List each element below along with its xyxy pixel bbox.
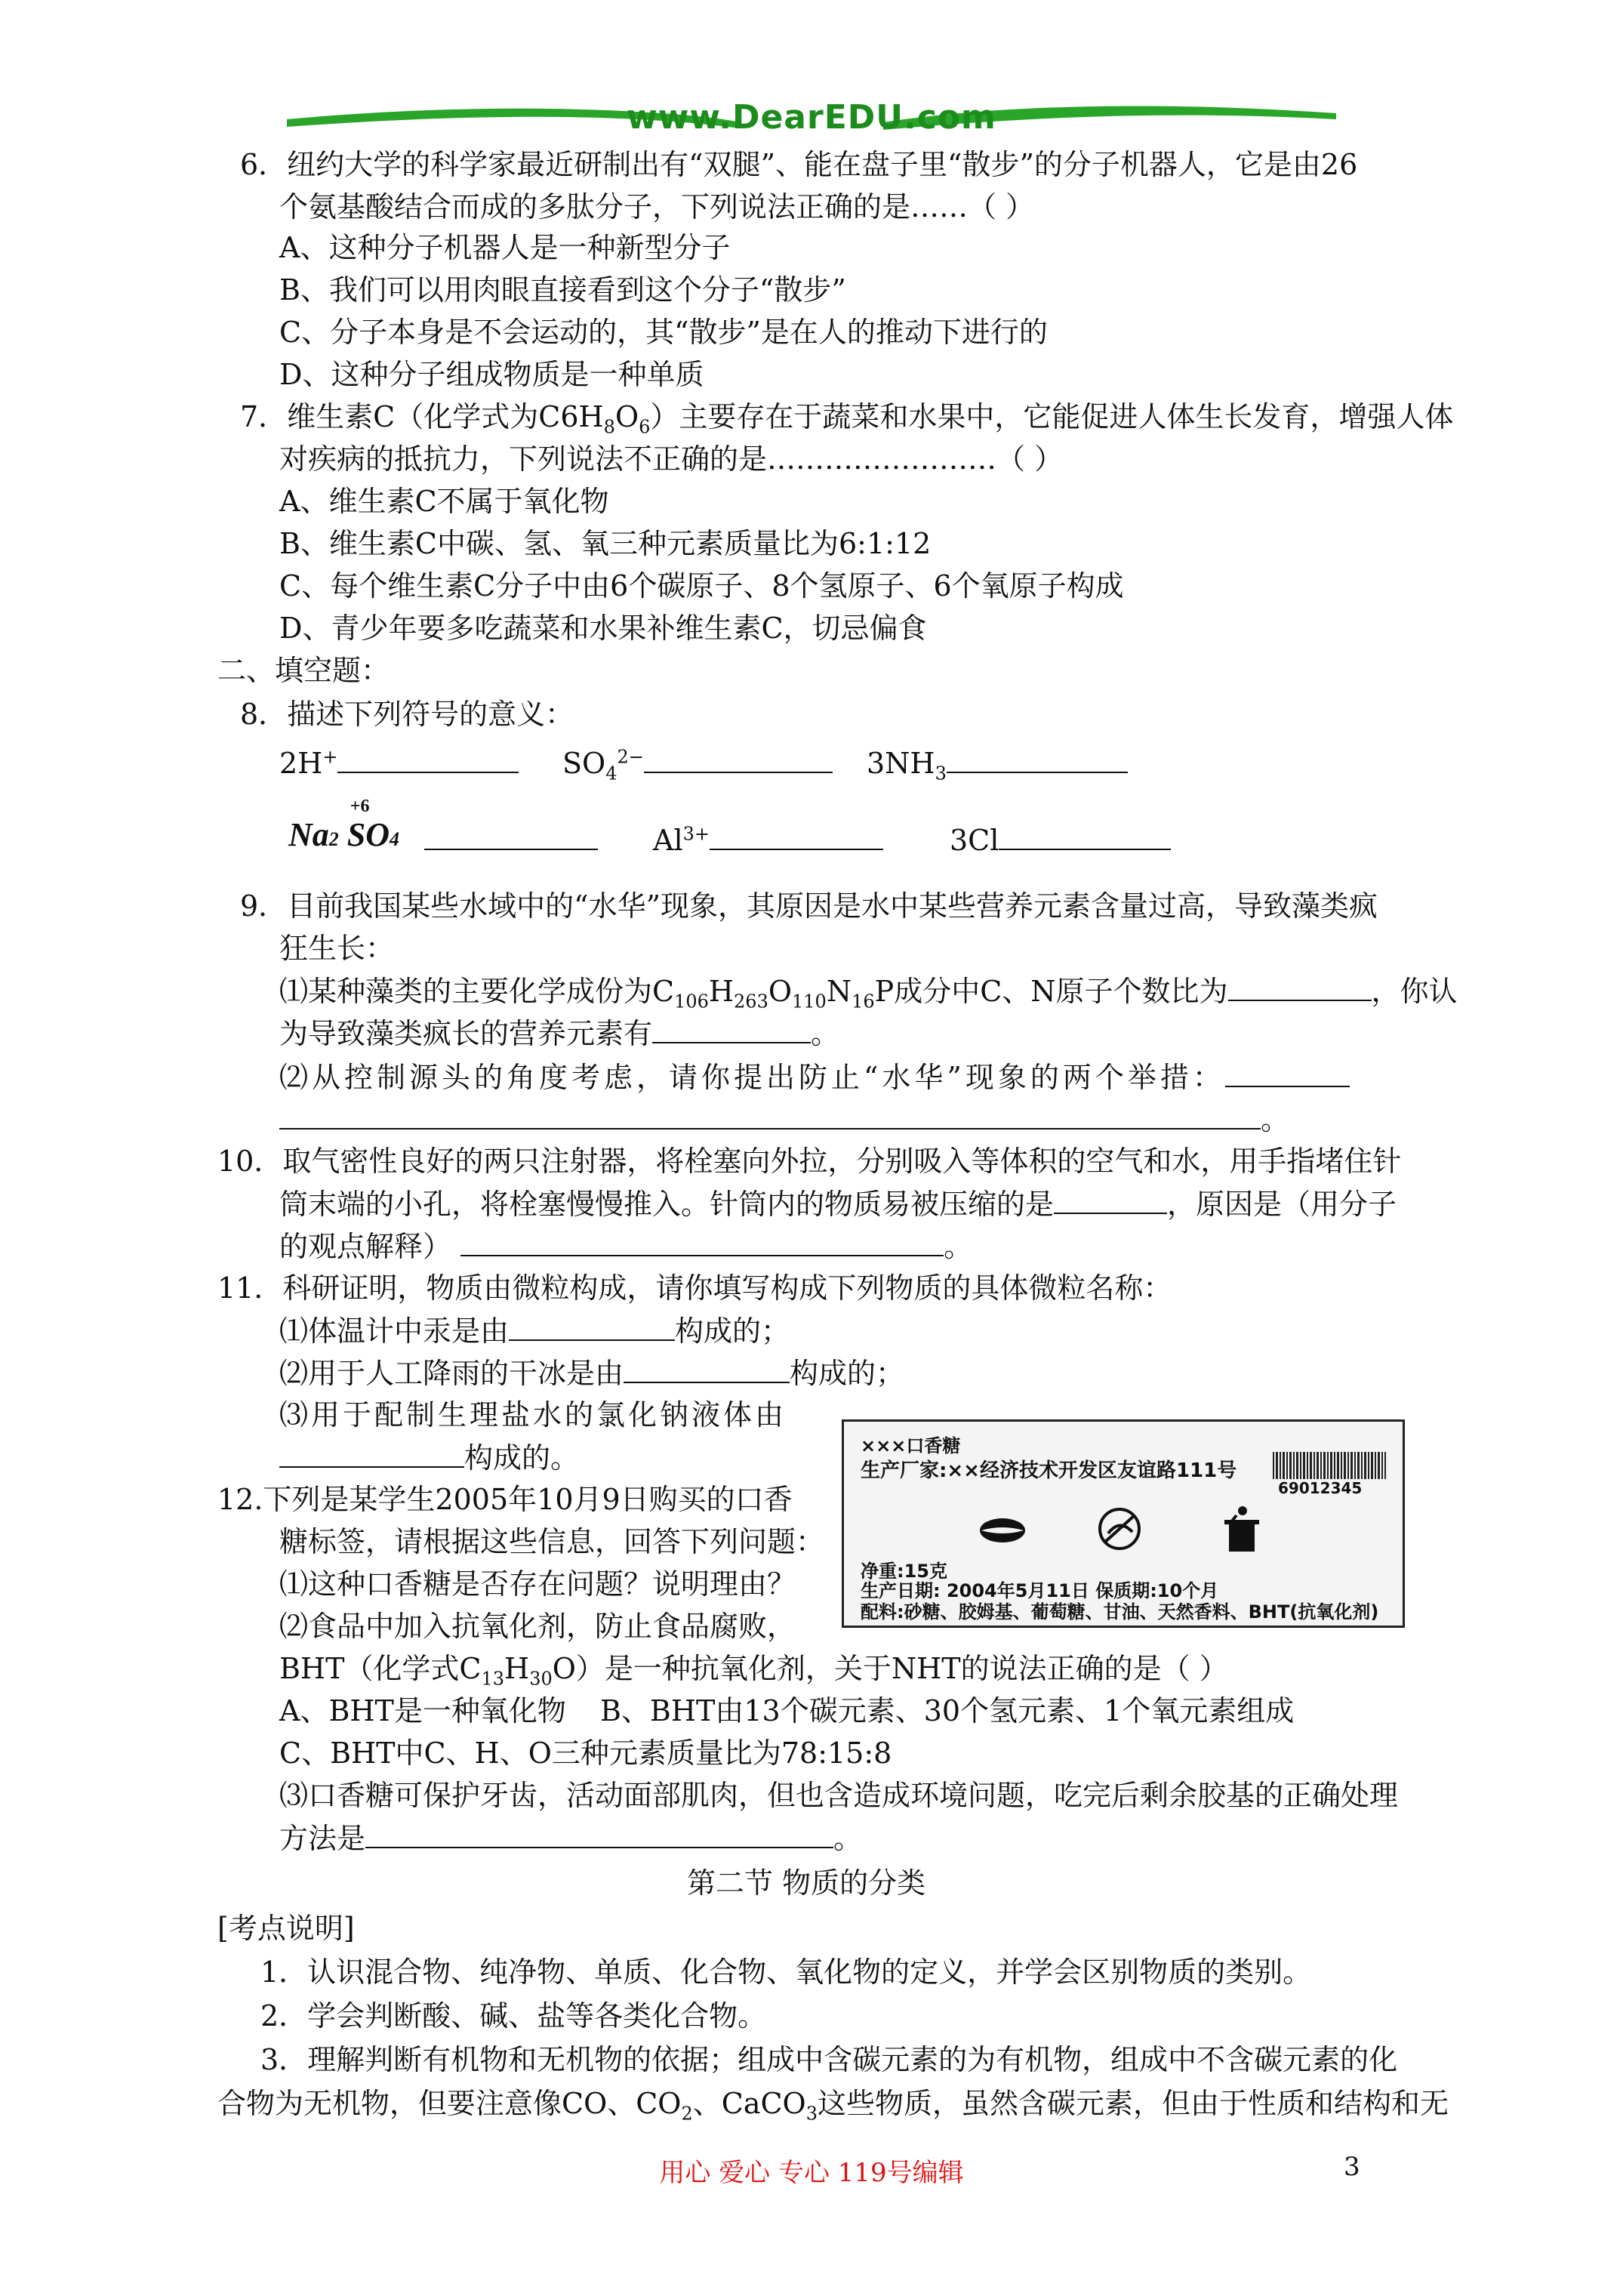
page-number: 3 [1344,2152,1360,2182]
header-site-name: www.DearEDU.com [627,98,996,137]
trash-bin-icon [1224,1506,1259,1552]
footer-text: 用心 爱心 专心 119号编辑 [659,2158,964,2188]
q8-na2so4-formula: Na2 S +6 O4 [288,797,400,853]
label-net-weight: 净重:15克 [861,1561,947,1582]
label-production-date: 生产日期: 2004年5月11日 保质期:10个月 [861,1580,1219,1601]
lips-icon [980,1518,1025,1542]
gum-label-image [842,1419,1405,1628]
no-chewing-icon [1100,1509,1139,1549]
label-barcode-number: 69012345 [1278,1479,1363,1497]
barcode-icon [1273,1452,1386,1479]
label-symbols [965,1503,1297,1556]
label-ingredients: 配料:砂糖、胶姆基、葡萄糖、甘油、天然香料、BHT(抗氧化剂) [861,1601,1379,1623]
label-product-name: ×××口香糖 [861,1435,961,1456]
label-manufacturer: 生产厂家:××经济技术开发区友谊路111号 [861,1459,1237,1482]
document-page: www.DearEDU.com 6．纽约大学的科学家最近研制出有“双腿”、能在盘子里“散步”的分子机器人，它是由26 个氨基酸结合而成的多肽分子，下列说法正确的是……（ ） A、这种分子机器人是一种新型分子 B、我们可以用肉眼直接看到这个分子“散步” C、分子本身是不会运动的，其“散步”是在人的推动下进行的 D、这种分子组成物质是一种单质 7．维生素C（化学式为$C6H_8O_6$）主要存在于蔬菜和水果中，它能促进人体生长发育，增强人体 对疾病的抵抗力，下列说法不正确的是……………………（ ） A、维生素C不属于氧化物 B、维生素C中碳、氢、氧三种元素质量比为6:1:12 C、每个维生素C分子中由6个碳原子、8个氢原子、6个氧原子构成 D、青少年要多吃蔬菜和水果补维生素C，切忌偏食 二、填空题： 8．描述下列符号的意义： 2H+ $SO_4^{2-}$ $3NH_3$ Na2 S +6 O4 $Al^{3+}$ 3Cl 9．目前我国某些水域中的“水华”现象，其原因是水中某些营养元素含量过高，导致藻类疯 狂生长： ⑴某种藻类的主要化学成份为$C_{106}H_{263}O_{110}N_{16}P$成分中C、N原子个数比为 ，你认 为导致藻类疯长的营养元素有 。 ⑵从控制源头的角度考虑，请你提出防止“水华”现象的两个举措： 。 10．取气密性良好的两只注射器，将栓塞向外拉，分别吸入等体积的空气和水，用手指堵住针 筒末端的小孔，将栓塞慢慢推入。针筒内的物质易被压缩的是 ，原因是（用分子 的观点解释） 。 11．科研证明，物质由微粒构成，请你填写构成下列物质的具体微粒名称： ⑴体温计中汞是由 构成的； ⑵用于人工降雨的干冰是由 构成的； ⑶用于配制生理盐水的氯化钠液体由 构成的。 12.下列是某学生2005年10月9日购买的口香 糖标签，请根据这些信息，回答下列问题： ⑴这种口香糖是否存在问题？说明理由？ ⑵食品中加入抗氧化剂，防止食品腐败， BHT（化学式$C_{13}H_{30}O$）是一种抗氧化剂，关于NHT的说法正确的是（ ） A、BHT是一种氧化物 B、BHT由13个碳元素、30个氢元素、1个氧元素组成 C、BHT中C、H、O三种元素质量比为78:15:8 ⑶口香糖可保护牙齿，活动面部肌肉，但也含造成环境问题，吃完后剩余胶基的正确处理 方法是 。 ×××口香糖 生产厂家:××经济技术开发区友谊路111号 69012345 净重:15克 生产日期: 2004年5月11日 保质期:10个月 配料:砂糖、胶姆基、葡萄糖、甘油、天然香料、BHT(抗氧化剂) 第二节 物质的分类 [考点说明] 1．认识混合物、纯净物、单质、化合物、氧化物的定义，并学会区别物质的类别。 2．学会判断酸、碱、盐等各类化合物。 3．理解判断有机物和无机物的依据；组成中含碳元素的为有机物，组成中不含碳元素的化 合物为无机物，但要注意像CO、$CO_2$、CaCO$_3$这些物质，虽然含碳元素，但由于性质和结构和无 用心 爱心 专心 119号编辑 3 [0,0,1623,2296]
